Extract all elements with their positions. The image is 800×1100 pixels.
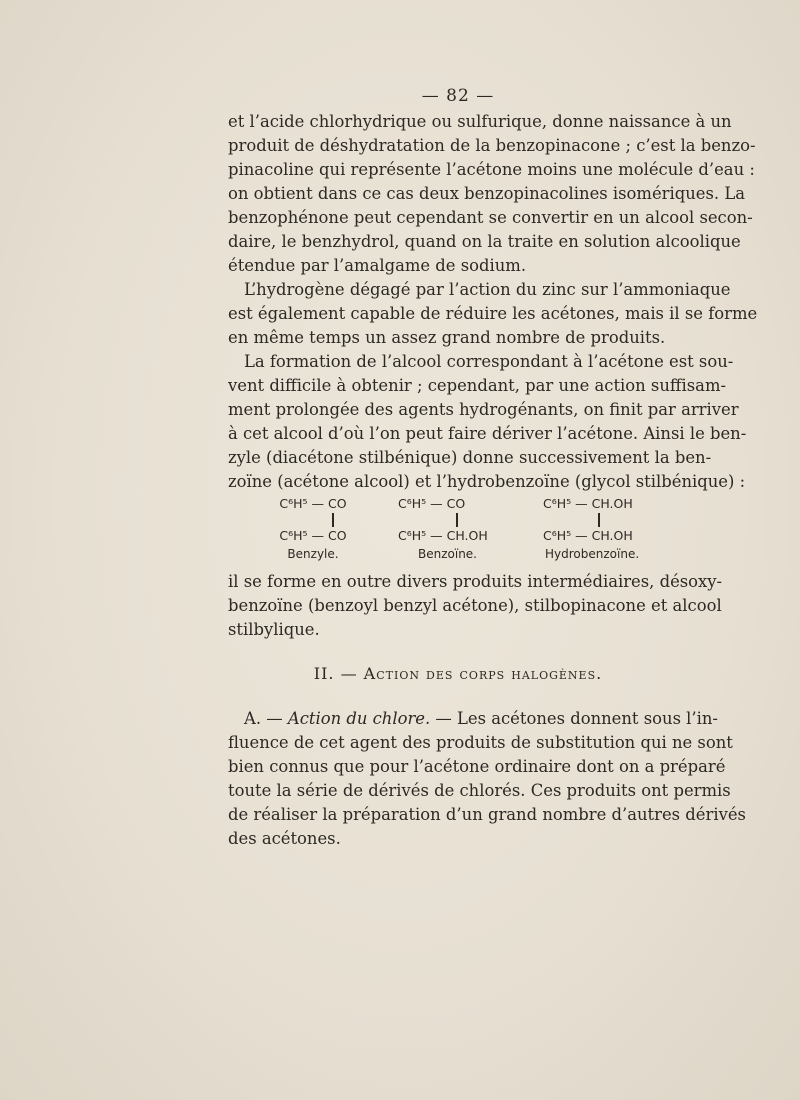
formula-caption: Benzoïne. xyxy=(418,547,477,561)
formula-benzyle xyxy=(268,495,358,561)
formula-caption: Hydrobenzoïne. xyxy=(545,547,640,561)
paragraph-2 xyxy=(228,278,758,350)
subsection-label: A. — xyxy=(244,709,288,728)
formula-bottom: C⁶H⁵ — CO xyxy=(279,528,347,543)
formula-caption: Benzyle. xyxy=(287,547,339,561)
text-line: bien connus que pour l’acétone ordinaire dont on a préparé xyxy=(228,757,726,776)
paragraph-3 xyxy=(228,350,747,494)
bond-line xyxy=(398,513,508,527)
section-heading xyxy=(0,664,800,683)
text-line xyxy=(228,707,718,731)
subsection-title: Action du chlore. xyxy=(287,709,431,728)
text-line: daire, le benzhydrol, quand on la traite en solution alcoolique xyxy=(228,232,741,251)
text-line: ment prolongée des agents hydrogénants, on finit par arriver xyxy=(228,400,739,419)
formula-top: C⁶H⁵ — CO xyxy=(398,496,466,511)
formula-hydrobenzoine xyxy=(543,495,653,561)
text-line: est également capable de réduire les acétones, mais il se forme xyxy=(228,304,758,323)
paragraph-1 xyxy=(228,110,756,278)
paragraph-5-first-line: — Les acétones donnent sous l’in- xyxy=(430,709,718,728)
formula-top: C⁶H⁵ — CH.OH xyxy=(543,496,633,511)
text-line: étendue par l’amalgame de sodium. xyxy=(228,256,527,275)
text-line: on obtient dans ce cas deux benzopinacolines isomériques. La xyxy=(228,184,745,203)
text-line: vent difficile à obtenir ; cependant, par une action suffisam- xyxy=(228,376,727,395)
text-line: à cet alcool d’où l’on peut faire dériver l’acétone. Ainsi le ben- xyxy=(228,424,747,443)
formula-bottom: C⁶H⁵ — CH.OH xyxy=(398,528,488,543)
text-line: en même temps un assez grand nombre de produits. xyxy=(228,328,666,347)
text-line: et l’acide chlorhydrique ou sulfurique, donne naissance à un xyxy=(228,112,732,131)
text-line: il se forme en outre divers produits intermédiaires, désoxy- xyxy=(228,572,723,591)
text-line: benzoïne (benzoyl benzyl acétone), stilbopinacone et alcool xyxy=(228,596,722,615)
bond-line xyxy=(543,513,653,527)
text-line: toute la série de dérivés de chlorés. Ces produits ont permis xyxy=(228,781,731,800)
text-line: de réaliser la préparation d’un grand nombre d’autres dérivés xyxy=(228,805,746,824)
text-line: benzophénone peut cependant se convertir en un alcool secon- xyxy=(228,208,753,227)
paragraph-5 xyxy=(228,707,746,851)
text-line: produit de déshydratation de la benzopinacone ; c’est la benzo- xyxy=(228,136,756,155)
text-line: La formation de l’alcool correspondant à l’acétone est sou- xyxy=(244,352,734,371)
chemical-formulas xyxy=(0,495,800,561)
text-line: stilbylique. xyxy=(228,620,320,639)
text-line: L’hydrogène dégagé par l’action du zinc sur l’ammoniaque xyxy=(244,280,731,299)
text-line: zoïne (acétone alcool) et l’hydrobenzoïne (glycol stilbénique) : xyxy=(228,472,746,491)
formula-bottom: C⁶H⁵ — CH.OH xyxy=(543,528,633,543)
text-line: zyle (diacétone stilbénique) donne successivement la ben- xyxy=(228,448,712,467)
formula-benzoine xyxy=(398,495,508,561)
formula-top: C⁶H⁵ — CO xyxy=(279,496,347,511)
text-line: des acétones. xyxy=(228,829,341,848)
text-block-top xyxy=(228,110,758,494)
bond-line xyxy=(268,513,358,527)
text-line: pinacoline qui représente l’acétone moins une molécule d’eau : xyxy=(228,160,755,179)
text-line: fluence de cet agent des produits de substitution qui ne sont xyxy=(228,733,733,752)
page-number: — 82 — xyxy=(421,86,495,106)
paragraph-4 xyxy=(228,570,723,642)
section-heading-text: II. — Action des corps halogènes. xyxy=(313,664,603,683)
